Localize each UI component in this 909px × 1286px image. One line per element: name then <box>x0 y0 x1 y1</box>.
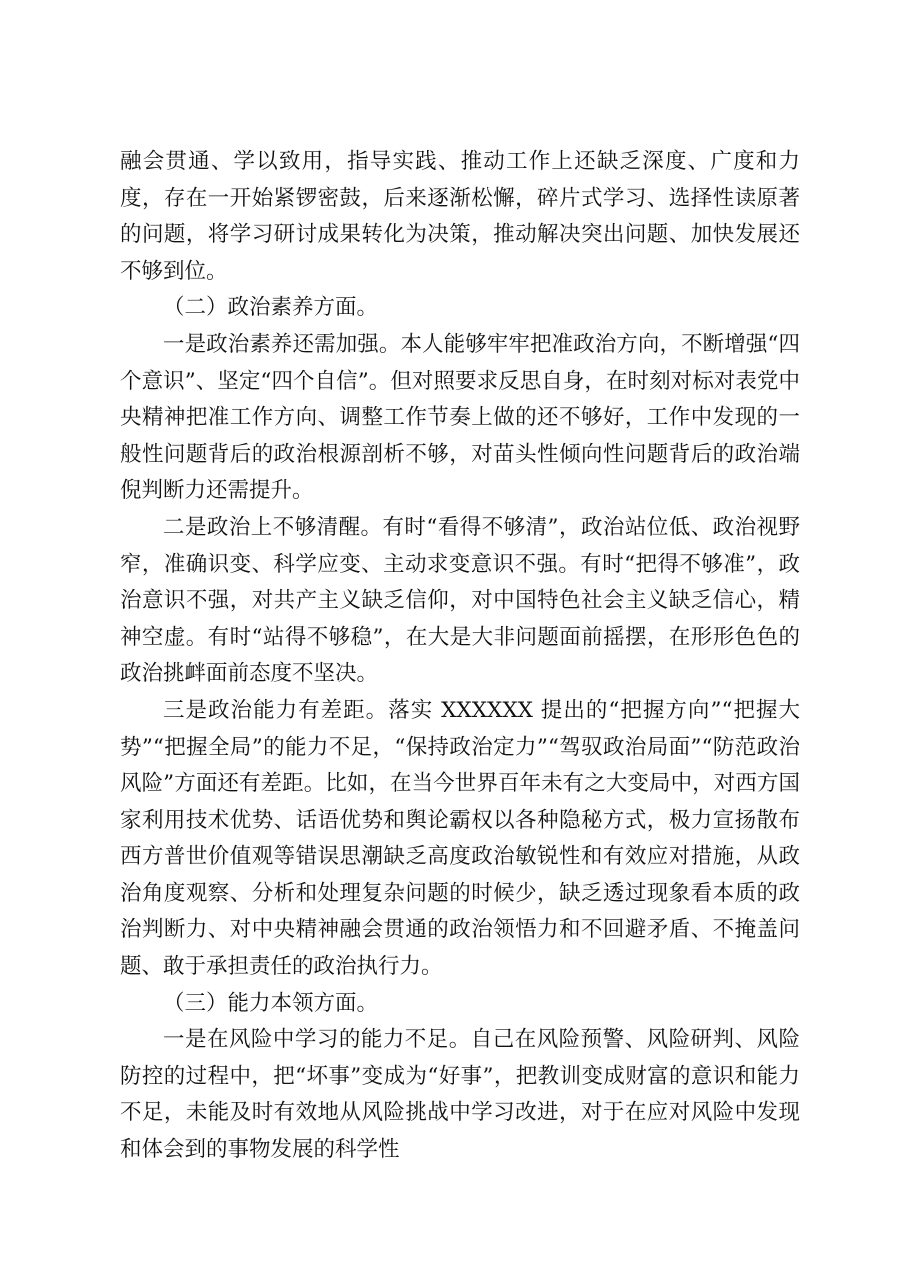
paragraph-continuation: 融会贯通、学以致用，指导实践、推动工作上还缺乏深度、广度和力度，存在一开始紧锣密鼓，后来逐渐松懈，碎片式学习、选择性读原著的问题，将学习研讨成果转化为决策，推动解决突出问题、加快发展还不够到位。 <box>120 149 800 284</box>
section-heading-political-quality: （二）政治素养方面。 <box>163 295 379 321</box>
paragraph-political-ability: 三是政治能力有差距。落实 XXXXXX 提出的“把握方向”“把握大势”“把握全局”的能力不足，“保持政治定力”“驾驭政治局面”“防范政治风险”方面还有差距。比如，在当今世界百年未有之大变局中，对西方国家利用技术优势、话语优势和舆论霸权以各种隐秘方式，极力宣扬散布西方普世价值观等错误思潮缺乏高度政治敏锐性和有效应对措施，从政治角度观察、分析和处理复杂问题的时候少，缺乏透过现象看本质的政治判断力、对中央精神融会贯通的政治领悟力和不回避矛盾、不掩盖问题、敢于承担责任的政治执行力。 <box>120 697 800 980</box>
document-body <box>120 144 800 1169</box>
section-heading-capability: （三）能力本领方面。 <box>163 990 379 1016</box>
paragraph-political-quality: 一是政治素养还需加强。本人能够牢牢把准政治方向，不断增强“四个意识”、坚定“四个自信”。但对照要求反思自身，在时刻对标对表党中央精神把准工作方向、调整工作节奏上做的还不够好，工作中发现的一般性问题背后的政治根源剖析不够，对苗头性倾向性问题背后的政治端倪判断力还需提升。 <box>120 331 800 504</box>
paragraph-risk-learning: 一是在风险中学习的能力不足。自己在风险预警、风险研判、风险防控的过程中，把“坏事”变成为“好事”，把教训变成财富的意识和能力不足，未能及时有效地从风险挑战中学习改进，对于在应对风险中发现和体会到的事物发展的科学性 <box>120 1027 800 1163</box>
paragraph-political-awareness: 二是政治上不够清醒。有时“看得不够清”，政治站位低、政治视野窄，准确识变、科学应变、主动求变意识不强。有时“把得不够准”，政治意识不强，对共产主义缺乏信仰，对中国特色社会主义缺乏信心，精神空虚。有时“站得不够稳”，在大是大非问题面前摇摆，在形形色色的政治挑衅面前态度不坚决。 <box>120 514 800 687</box>
